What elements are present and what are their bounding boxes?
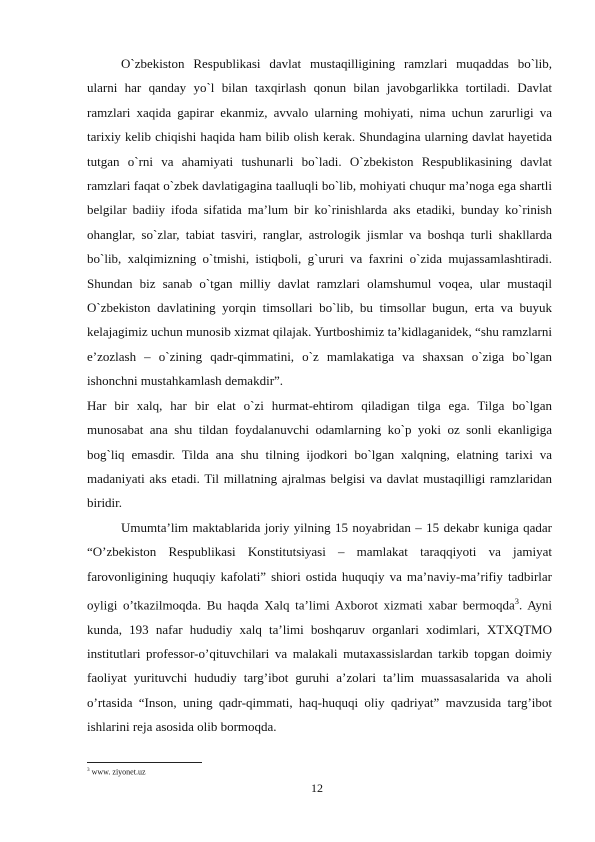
footnote-reference: 3 xyxy=(514,595,520,606)
footnote xyxy=(87,765,146,778)
paragraph-state-symbols: O`zbekiston Respublikasi davlat mustaqilligining ramzlari muqaddas bo`lib, ularni har qanday yo`l bilan taxqirlash qonun bilan javobgarlikka tortiladi. Davlat ramzlari xaqida gapirar ekanmiz, avvalo ularning mohiyati, nima uchun zarurligi va tarixiy kelib chiqishi haqida ham bilib olish kerak. Shundagina ularning davlat hayetida tutgan o`rni va ahamiyati tushunarli bo`ladi. O`zbekiston Respublikasining davlat ramzlari faqat o`zbek davlatigagina taalluqli bo`lib, mohiyati chuqur ma’noga ega shartli belgilar badiiy ifoda sifatida ma’lum bir ko`rinishlarda aks etadiki, bunday ko`rinish ohanglar, so`zlar, tabiat tasviri, ranglar, astrologik jismlar va boshqa turli shakllarda bo`lib, xalqimizning o`tmishi, istiqboli, g`ururi va faxrini o`zida mujassamlashtiradi. Shundan biz sanab o`tgan milliy davlat ramzlari olamshumul voqea, ular mustaqil O`zbekiston davlatining yorqin timsollari bo`lib, bu timsollar bugun, erta va buyuk kelajagimiz uchun munosib xizmat qilajak. Yurtboshimiz ta’kidlaganidek, “shu ramzlarni e’zozlash – o`zining qadr-qimmatini, o`z mamlakatiga va shaxsan o`ziga bo`lgan ishonchni mustahkamlash demakdir”. xyxy=(87,56,552,389)
footnote-text: www. ziyonet.uz xyxy=(91,767,146,777)
footnote-divider xyxy=(87,762,202,763)
footnote-marker: 3 xyxy=(87,767,90,773)
paragraph-schools-text-2: . Ayni kunda, 193 nafar hududiy xalq ta’limi boshqaruv organlari xodimlari, XTXQTMO institutlari professor-o’qituvchilari va malakali mutaxassislardan tarkib topgan doimiy faoliyat yurituvchi hududiy targ’ibot guruhi a’zolari ta’lim muassasalarida va aholi o’rtasida “Inson, uning qadr-qimmati, haq-huquqi oliy qadriyat” mavzusida targ’ibot ishlarini reja asosida olib bormoqda. xyxy=(87,597,552,735)
body-text xyxy=(87,52,552,740)
paragraph-language: Har bir xalq, har bir elat o`zi hurmat-ehtirom qiladigan tilga ega. Tilga bo`lgan munosabat ana shu tildan foydalanuvchi odamlarning ko`p yoki oz sonli ekanligiga bog`liq emasdir. Tilda ana shu tilning ijodkori bo`lgan xalqning, elatning tarixi va madaniyati aks etadi. Til millatning ajralmas belgisi va davlat mustaqilligi ramzlaridan biridir. xyxy=(87,397,552,511)
paragraph-schools-text-1: Umumta’lim maktablarida joriy yilning 15 noyabridan – 15 dekabr kuniga qadar “O’zbekiston Respublikasi Konstitutsiyasi – mamlakat taraqqiyoti va jamiyat farovonligining huquqiy kafolati” shiori ostida huquqiy va ma’naviy-ma’rifiy tadbirlar oyligi o’tkazilmoqda. Bu haqda Xalq ta’limi Axborot xizmati xabar bermoqda xyxy=(87,519,552,613)
page-number: 12 xyxy=(311,781,323,795)
paragraph-schools xyxy=(87,516,552,740)
